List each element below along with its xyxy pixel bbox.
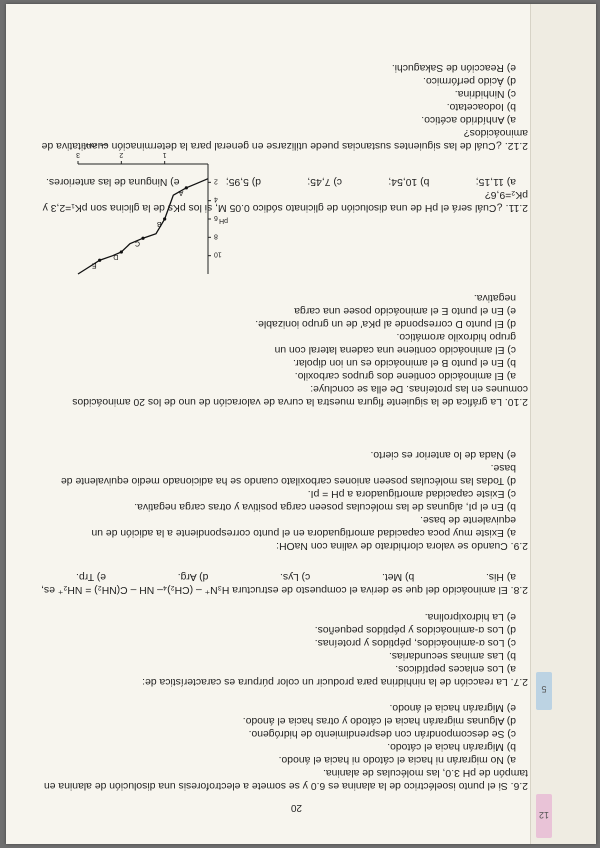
option-a: a) 11,15;: [475, 176, 516, 187]
option-d: d) Arg.: [177, 571, 209, 582]
rotated-content: [36, 44, 528, 814]
option-b: b) En el pI, algunas de las moléculas poseen carga positiva y otras carga negativa.: [134, 501, 516, 512]
option-d: d) Los α-aminoácidos y péptidos pequeños.: [314, 624, 516, 635]
option-c: c) Los α-aminoácidos, péptidos y proteínas.: [314, 637, 516, 648]
point-label-c: C: [134, 239, 140, 247]
page-number: 20: [290, 802, 302, 813]
option-d: d) Algunas migrarán hacia el cátodo y otras hacia el ánodo.: [242, 715, 516, 726]
x-tick-label: 2: [119, 151, 124, 158]
question-2-11: [36, 175, 528, 214]
y-axis-label: pH: [219, 217, 228, 224]
option-e: e) La hidroxiprolina.: [424, 611, 516, 622]
y-tick-label: 4: [214, 195, 218, 203]
curve-point-c: [141, 237, 144, 240]
question-2-9: [36, 448, 528, 552]
option-a: a) Los enlaces peptídicos.: [395, 663, 516, 674]
option-e: e) Nada de lo anterior es cierto.: [370, 449, 516, 460]
option-a: a) El aminoácido contiene dos grupos carboxilo.: [294, 370, 516, 381]
option-c: c) 7,45;: [307, 176, 343, 187]
blue-tab-label: 5: [541, 684, 547, 694]
option-e: e) En el punto E el aminoácido posee una carga negativa.: [294, 292, 516, 316]
point-label-d: D: [113, 253, 119, 260]
point-label-e: E: [91, 261, 97, 269]
option-b: b) Las aminas secundarias.: [388, 650, 516, 661]
option-b: b) Met.: [381, 571, 415, 582]
option-a: a) His.: [485, 571, 516, 582]
y-tick-label: 2: [214, 177, 218, 185]
option-a: a) No migrarán ni hacia el cátodo ni hacia el ánodo.: [278, 754, 516, 765]
option-b: b) 10,54;: [388, 176, 430, 187]
option-b: b) Iodoacetato.: [446, 101, 516, 112]
curve-point-d: [120, 250, 123, 253]
option-d: d) 5,95;: [225, 176, 262, 187]
question-stem: 2.6. Si el punto isoeléctrico de la alanina es 6.0 y se somete a electroforesis una disolución de alanina en tampón de pH 3.0, las moléculas de alanina.: [43, 767, 528, 791]
pink-tab-label: 12: [539, 810, 550, 820]
curve-point-e: [98, 259, 101, 262]
y-tick-label: 8: [214, 232, 218, 240]
option-e: e) Trp.: [76, 571, 107, 582]
question-2-8: [36, 570, 528, 596]
titration-chart-svg: [66, 144, 236, 284]
y-tick-label: 10: [214, 250, 222, 258]
option-e: e) Reacción de Sakaguchi.: [391, 62, 516, 73]
point-label-a: A: [178, 188, 184, 196]
curve-point-b: [163, 217, 166, 220]
option-c: c) Ninhidrina.: [454, 88, 516, 99]
option-a: a) Existe muy poca capacidad amortiguadora en el punto correspondiente a la adición de un equivalente de base.: [91, 514, 516, 538]
option-d: d) Ácido perfórmico.: [423, 75, 516, 86]
question-2-12: [36, 61, 528, 152]
question-2-10: [36, 291, 528, 408]
option-d: d) Todas las moléculas poseen aniones carboxilato cuando se ha adicionado medio equivalente de base.: [61, 462, 516, 486]
scanned-page: [6, 4, 596, 844]
question-stem: 2.9. Cuando se valora clorhidrato de valina con NaOH:: [276, 540, 528, 551]
option-c: c) El aminoácido contiene una cadena lateral con un grupo hidroxilo aromático.: [274, 331, 516, 355]
x-tick-label: 3: [76, 151, 80, 158]
option-b: b) Migrarán hacia el cátodo.: [387, 741, 516, 752]
question-2-7: [36, 610, 528, 688]
option-e: e) Ninguna de las anteriores.: [46, 176, 180, 187]
question-stem: 2.12. ¿Cuál de las siguientes sustancias puede utilizarse en general para la determinación cuantitativa de aminoácidos?: [41, 127, 528, 151]
option-c: c) Lys.: [280, 571, 311, 582]
y-tick-label: 6: [214, 214, 218, 221]
question-stem: 2.11. ¿Cuál será el pH de una disolución de glicinato sódico 0.05 M, si los pKs de la glicina son pK₁=2,3 y pK₂=9,6?: [42, 189, 528, 213]
titration-chart: [66, 144, 236, 284]
question-stem: 2.7. La reacción de la ninhidrina para producir un color púrpura es característica de:: [142, 676, 528, 687]
binder-margin: [530, 4, 596, 844]
point-label-b: B: [156, 220, 162, 227]
option-a: a) Anhídrido acético.: [421, 114, 516, 125]
question-2-6: [36, 701, 528, 792]
option-c: c) Existe capacidad amortiguadora a pH = pI.: [307, 488, 516, 499]
option-b: b) En el punto B el aminoácido es un ion dipolar.: [293, 357, 516, 368]
option-c: c) Se descompondrán con desprendimiento de hidrógeno.: [248, 728, 516, 739]
question-stem: 2.10. La gráfica de la siguiente figura muestra la curva de valoración de uno de los 20 aminoácidos comunes en las proteínas. De ella se concluye:: [72, 383, 528, 407]
option-e: e) Migrarán hacia el ánodo.: [389, 702, 516, 713]
x-tick-label: 1: [162, 151, 167, 158]
option-d: d) El punto D corresponde al pKa' de un grupo ionizable.: [255, 318, 516, 329]
question-stem: 2.8. El aminoácido del que se deriva el compuesto de estructura H₃N⁺ – (CH₂)₄– NH – C(NH₂) = NH₂⁺ es,: [41, 584, 528, 595]
